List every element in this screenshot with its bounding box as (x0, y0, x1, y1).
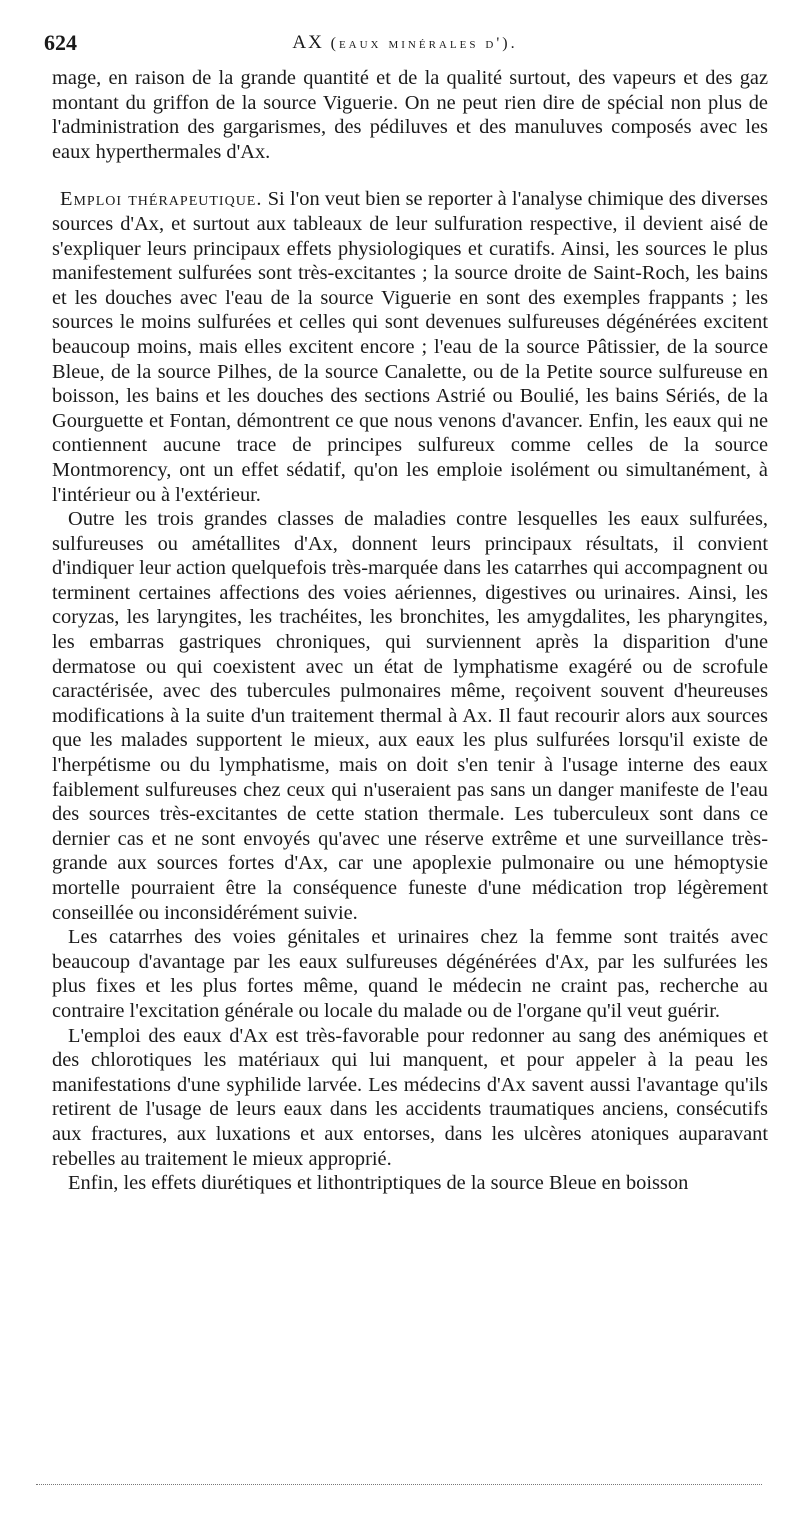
paragraph-emploi-therapeutique (52, 187, 768, 507)
running-title-smallcaps: (eaux minérales d'). (330, 35, 518, 52)
running-header (44, 30, 766, 56)
paragraph-catarrhes-genitales: Les catarrhes des voies génitales et urinaires chez la femme sont traités avec beaucoup d'avantage par les eaux sulfureuses dégénérées d'Ax, par les sulfurées les plus fixes et les plus fortes même, quand le médecin ne craint pas, recherche au contraire l'excitation générale ou locale du malade ou de l'organe qu'il veut guérir. (52, 926, 768, 1022)
page-number: 624 (44, 30, 77, 55)
section-heading-emploi-therapeutique: Emploi thérapeutique. (60, 188, 263, 211)
running-title (44, 32, 766, 54)
paragraph-effets-diuretiques: Enfin, les effets diurétiques et lithontriptiques de la source Bleue en boisson (68, 1172, 689, 1195)
paragraph-emploi-body: Si l'on veut bien se reporter à l'analyse chimique des diverses sources d'Ax, et surtout aux tableaux de leur sulfuration respective, il devient aisé de s'expliquer leurs principaux effets physiologiques et curatifs. Ainsi, les sources le plus manifestement sulfurées sont très-excitantes ; la source droite de Saint-Roch, les bains et les douches avec l'eau de la source Viguerie en sont des exemples frappants ; les sources le moins sulfurées et celles qui sont devenues sulfureuses dégénérées excitent beaucoup moins, mais elles excitent encore ; l'eau de la source Pâtissier, de la source Bleue, de la source Pilhes, de la source Canalette, ou de la Petite source sulfureuse en boisson, les bains et les douches des sections Astrié ou Boulié, les bains Sériés, de la Gourguette et Fontan, démontrent ce que nous venons d'avancer. Enfin, les eaux qui ne contiennent aucune trace de principes sulfureux comme celles de la source Montmorency, ont un effet sédatif, qu'on les emploie isolément ou simultanément, à l'intérieur ou à l'extérieur. (52, 188, 768, 506)
running-title-prefix: AX (292, 32, 324, 53)
body-text (52, 66, 768, 1196)
paragraph-continuation: mage, en raison de la grande quantité et de la qualité surtout, des vapeurs et des gaz montant du griffon de la source Viguerie. On ne peut rien dire de spécial non plus de l'administration des gargarismes, des pédiluves et des manuluves composés avec les eaux hyperthermales d'Ax. (52, 67, 768, 163)
paragraph-catarrhes-voies: Outre les trois grandes classes de maladies contre lesquelles les eaux sulfurées, sulfureuses ou amétallites d'Ax, donnent leurs principaux résultats, il convient d'indiquer leur action quelquefois très-marquée dans les catarrhes qui accompagnent ou terminent certaines affections des voies aériennes, digestives ou urinaires. Ainsi, les coryzas, les laryngites, les trachéites, les bronchites, les amygdalites, les pharyngites, les embarras gastriques chroniques, qui surviennent après la disparition d'une dermatose ou qui coexistent avec un état de lymphatisme exagéré ou de scrofule caractérisée, avec des tubercules pulmonaires même, reçoivent souvent d'heureuses modifications à la suite d'un traitement thermal à Ax. Il faut recourir alors aux sources que les malades supportent le mieux, aux eaux les plus sulfurées lorsqu'il existe de l'herpétisme ou du lymphatisme, mais on doit s'en tenir à l'usage interne des eaux faiblement sulfureuses chez ceux qui n'useraient pas sans un danger manifeste de l'eau des sources très-excitantes de cette station thermale. Les tuberculeux sont dans ce dernier cas et ne sont envoyés qu'avec une réserve extrême et une surveillance très-grande aux sources fortes d'Ax, car une apoplexie pulmonaire ou une hémoptysie mortelle pourraient être la conséquence funeste d'une médication trop légèrement conseillée ou inconsidérément suivie. (52, 508, 768, 924)
paragraph-emploi-anemiques: L'emploi des eaux d'Ax est très-favorable pour redonner au sang des anémiques et des chlorotiques les matériaux qui lui manquent, et pour appeler à la peau les manifestations d'une syphilide larvée. Les médecins d'Ax savent aussi l'avantage qu'ils retirent de l'usage de leurs eaux dans les accidents traumatiques anciens, consécutifs aux fractures, aux luxations et aux entorses, dans les ulcères atoniques auparavant rebelles au traitement le mieux approprié. (52, 1024, 768, 1170)
footer-dotted-rule (36, 1484, 762, 1485)
